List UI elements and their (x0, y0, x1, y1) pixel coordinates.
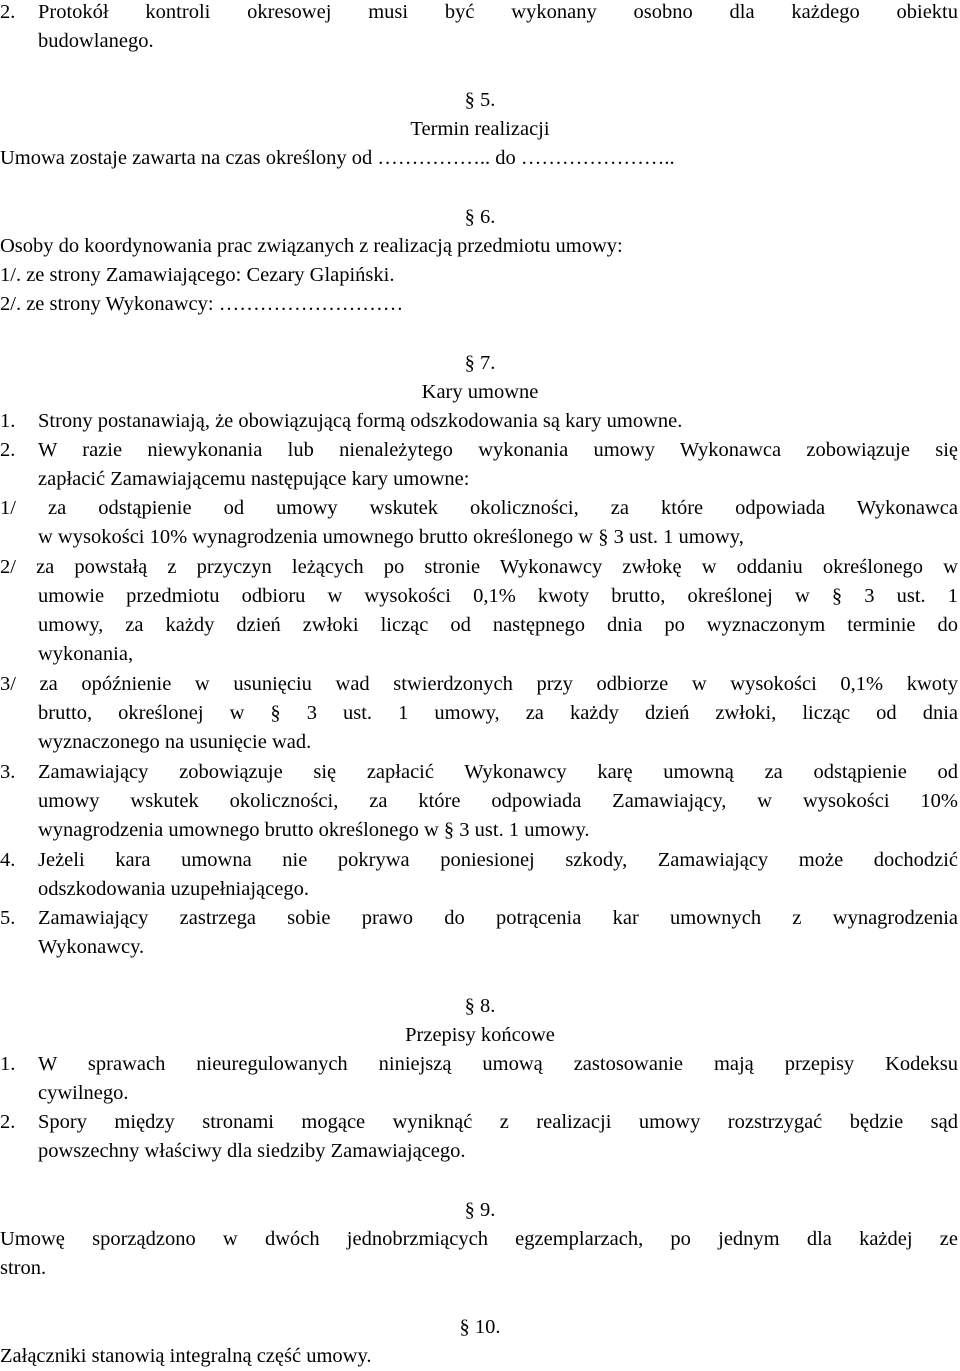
section-number: § 6. (464, 206, 496, 228)
paragraph-line: umowy wskutek okoliczności, za które odpowiada Zamawiający, w wysokości 10% (38, 790, 958, 812)
list-number: 2. (0, 1, 16, 23)
paragraph-line: Zamawiający zastrzega sobie prawo do potrącenia kar umownych z wynagrodzenia (38, 907, 958, 929)
paragraph-line: W sprawach nieuregulowanych niniejszą umową zastosowanie mają przepisy Kodeksu (38, 1053, 958, 1075)
paragraph-line: wyznaczonego na usunięcie wad. (38, 731, 312, 753)
section-number: § 10. (459, 1316, 501, 1338)
list-number: 2. (0, 1111, 16, 1133)
paragraph-line: Jeżeli kara umowna nie pokrywa poniesionej szkody, Zamawiający może dochodzić (38, 849, 958, 871)
list-number: 5. (0, 907, 16, 929)
list-number: 3. (0, 761, 16, 783)
list-number: 2. (0, 439, 16, 461)
paragraph-line: umowy, za każdy dzień zwłoki licząc od następnego dnia po wyznaczonym terminie do (38, 614, 958, 636)
paragraph-line: 1/ za odstąpienie od umowy wskutek okoliczności, za które odpowiada Wykonawca (0, 497, 958, 519)
paragraph-line: 2/ za powstałą z przyczyn leżących po stronie Wykonawcy zwłokę w oddaniu określonego w (0, 556, 958, 578)
list-number: 1. (0, 1053, 16, 1075)
paragraph-line: powszechny właściwy dla siedziby Zamawiającego. (38, 1140, 466, 1162)
paragraph-line: Protokół kontroli okresowej musi być wykonany osobno dla każdego obiektu (38, 1, 958, 23)
paragraph-line: cywilnego. (38, 1082, 129, 1104)
paragraph-line: Załączniki stanowią integralną część umowy. (0, 1345, 372, 1367)
paragraph-line: stron. (0, 1257, 47, 1279)
section-number: § 9. (464, 1199, 496, 1221)
paragraph-line: zapłacić Zamawiającemu następujące kary umowne: (38, 468, 470, 490)
paragraph-line: Osoby do koordynowania prac związanych z realizacją przedmiotu umowy: (0, 235, 623, 257)
paragraph-line: wynagrodzenia umownego brutto określonego w § 3 ust. 1 umowy. (38, 819, 590, 841)
list-number: 1. (0, 410, 16, 432)
paragraph-line: Spory między stronami mogące wyniknąć z realizacji umowy rozstrzygać będzie sąd (38, 1111, 958, 1133)
paragraph-line: w wysokości 10% wynagrodzenia umownego brutto określonego w § 3 ust. 1 umowy, (38, 526, 744, 548)
paragraph-line: Umowa zostaje zawarta na czas określony od …………….. do ………………….. (0, 147, 675, 169)
paragraph-line: 1/. ze strony Zamawiającego: Cezary Glapiński. (0, 264, 395, 286)
paragraph-line: W razie niewykonania lub nienależytego wykonania umowy Wykonawca zobowiązuje się (38, 439, 958, 461)
section-title: Kary umowne (421, 381, 539, 403)
paragraph-line: brutto, określonej w § 3 ust. 1 umowy, za każdy dzień zwłoki, licząc od dnia (38, 702, 958, 724)
paragraph-line: 3/ za opóźnienie w usunięciu wad stwierdzonych przy odbiorze w wysokości 0,1% kwoty (0, 673, 958, 695)
section-number: § 8. (464, 995, 496, 1017)
section-title: Przepisy końcowe (405, 1024, 555, 1046)
paragraph-line: umowie przedmiotu odbioru w wysokości 0,1% kwoty brutto, określonej w § 3 ust. 1 (38, 585, 958, 607)
paragraph-line: Zamawiający zobowiązuje się zapłacić Wykonawcy karę umowną za odstąpienie od (38, 761, 958, 783)
paragraph-line: Strony postanawiają, że obowiązującą formą odszkodowania są kary umowne. (38, 410, 683, 432)
paragraph-line: budowlanego. (38, 30, 154, 52)
section-title: Termin realizacji (410, 118, 550, 140)
section-number: § 5. (464, 89, 496, 111)
section-number: § 7. (464, 352, 496, 374)
paragraph-line: wykonania, (38, 643, 134, 665)
paragraph-line: odszkodowania uzupełniającego. (38, 878, 309, 900)
paragraph-line: Wykonawcy. (38, 936, 145, 958)
paragraph-line: 2/. ze strony Wykonawcy: ……………………… (0, 293, 404, 315)
paragraph-line: Umowę sporządzono w dwóch jednobrzmiących egzemplarzach, po jednym dla każdej ze (0, 1228, 958, 1250)
list-number: 4. (0, 849, 16, 871)
